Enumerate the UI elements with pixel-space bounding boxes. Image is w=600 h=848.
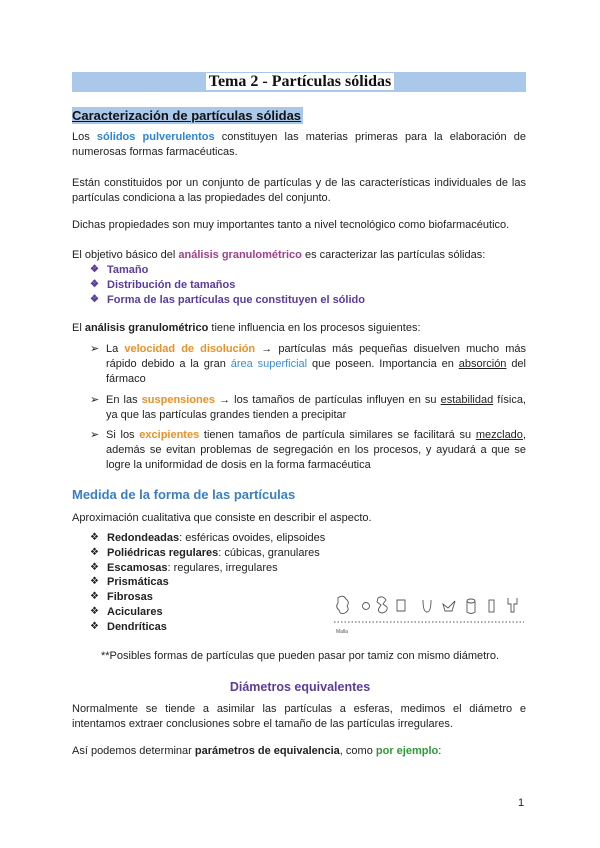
paragraph-properties: Dichas propiedades son muy importantes tanto a nivel tecnológico como biofarmacéutico. [72,219,510,231]
bold-term: análisis granulométrico [84,322,209,334]
text: Los [72,131,97,143]
list-item [90,561,325,576]
shape-name: Fibrosas [107,591,153,604]
text: del fármaco [106,358,526,385]
underlined-term: mezclado [475,429,523,441]
cylinder-top-shape [467,599,475,603]
shape-name: Prismáticas [107,576,169,589]
underlined-term: absorción [458,358,507,370]
list-item [90,575,325,590]
page-title-text: Tema 2 - Partículas sólidas [206,73,395,90]
diamond-bullet-icon: ❖ [90,561,99,573]
text: → partículas más pequeñas disuelven mucho más rápido debido a la gran [106,343,526,370]
particle-shapes-figure [334,592,524,636]
underlined-term: estabilidad [440,394,494,406]
text: constituyen las materias primeras para la elaboración de numerosas formas farmacéuticas. [72,131,527,158]
list-item [90,278,365,293]
page-number: 1 [518,797,525,809]
shape-desc: : cúbicas, granulares [218,546,320,559]
text: : [438,745,442,757]
paragraph-objective [72,248,526,263]
arrow-bullet-icon: ➢ [90,429,100,441]
text: Así podemos determinar [72,745,195,757]
list-item-text: Forma de las partículas que constituyen el sólido [107,293,365,306]
paragraph-composition: Están constituidos por un conjunto de partículas y de las características individuales de las partículas condiciona a las propiedades del conjunto. [72,177,526,204]
paragraph-intro [72,130,526,160]
diamond-bullet-icon: ❖ [90,620,99,632]
text: → los tamaños de partículas influyen en su [215,394,441,406]
objectives-list [90,263,365,307]
list-item [90,620,325,635]
text: tiene influencia en los procesos siguientes: [208,322,421,334]
sphere-particle-shape [363,603,370,610]
highlight-term: sólidos pulverulentos [96,131,215,143]
process-item-dissolution [90,342,526,387]
bold-term: parámetros de equivalencia [194,745,340,757]
text: , como [339,745,376,757]
text: El objetivo básico del [72,249,179,261]
diamond-bullet-icon: ❖ [90,278,99,290]
shape-desc: : regulares, irregulares [167,561,278,574]
arrow-bullet-icon: ➢ [90,343,100,355]
irregular-particle-shape [337,596,349,613]
rod-particle-shape [489,600,494,612]
mesh-axis-label: Malla [336,629,348,635]
text: La [106,343,125,355]
shape-name: Poliédricas regulares [107,546,219,559]
highlight-term: área superficial [230,358,308,370]
highlight-term: excipientes [139,429,200,441]
list-item [90,605,325,620]
diamond-bullet-icon: ❖ [90,576,99,588]
text: El [72,322,85,334]
text: tienen tamaños de partícula similares se facilitará su [199,429,476,441]
list-item [90,590,325,605]
diamond-bullet-icon: ❖ [90,591,99,603]
dendritic-particle-shape [508,598,517,612]
diamond-bullet-icon: ❖ [90,546,99,558]
text: En las [106,394,142,406]
shape-name: Dendríticas [107,620,167,633]
diamond-bullet-icon: ❖ [90,293,99,305]
flake-particle-shape [377,597,387,613]
paragraph-equivalence [72,744,526,759]
paragraph-spheres: Normalmente se tiende a asimilar las partículas a esferas, medimos el diámetro e intentamos extraer conclusiones sobre el tamaño de las partículas irregulares. [72,703,526,730]
text: Si los [106,429,140,441]
text: es caracterizar las partículas sólidas: [301,249,486,261]
list-item [90,546,325,561]
highlight-term: por ejemplo [375,745,439,757]
diameters-heading: Diámetros equivalentes [229,680,371,694]
shape-heading: Medida de la forma de las partículas [72,487,296,502]
list-item-text: Tamaño [107,264,149,276]
shape-desc: : esféricas ovoides, elipsoides [179,532,326,544]
list-item [90,293,365,308]
text: física, ya que las partículas grandes tienden a precipitar [106,394,526,421]
process-item-suspensions [90,393,526,423]
shape-name: Escamosas [107,561,168,574]
polyhedral-particle-shape [443,601,455,611]
cup-particle-shape [423,600,431,612]
paragraph-influence [72,321,526,336]
text: , además se evitan problemas de segregación en los procesos, y ayudará a que se logre la uniformidad de dosis en la forma farmacéutica [106,429,526,471]
shape-name: Redondeadas [107,532,180,544]
prism-particle-shape [397,600,405,611]
diamond-bullet-icon: ❖ [90,264,99,275]
page-title [0,72,600,92]
diamond-bullet-icon: ❖ [90,532,99,543]
shapes-note: **Posibles formas de partículas que pueden pasar por tamiz con mismo diámetro. [100,650,500,662]
list-item [90,531,325,546]
highlight-term: análisis granulométrico [178,249,302,261]
paragraph-shape-intro: Aproximación cualitativa que consiste en describir el aspecto. [72,512,372,524]
arrow-bullet-icon: ➢ [90,394,100,406]
diamond-bullet-icon: ❖ [90,605,99,617]
list-item-text: Distribución de tamaños [107,278,236,291]
highlight-term: velocidad de disolución [124,343,256,355]
text: que poseen. Importancia en [307,358,459,370]
section-heading: Caracterización de partículas sólidas [72,108,302,123]
highlight-term: suspensiones [141,394,216,406]
process-item-excipients [90,428,526,473]
shape-name: Aciculares [107,605,163,618]
list-item [90,263,365,278]
shape-list [90,531,325,635]
